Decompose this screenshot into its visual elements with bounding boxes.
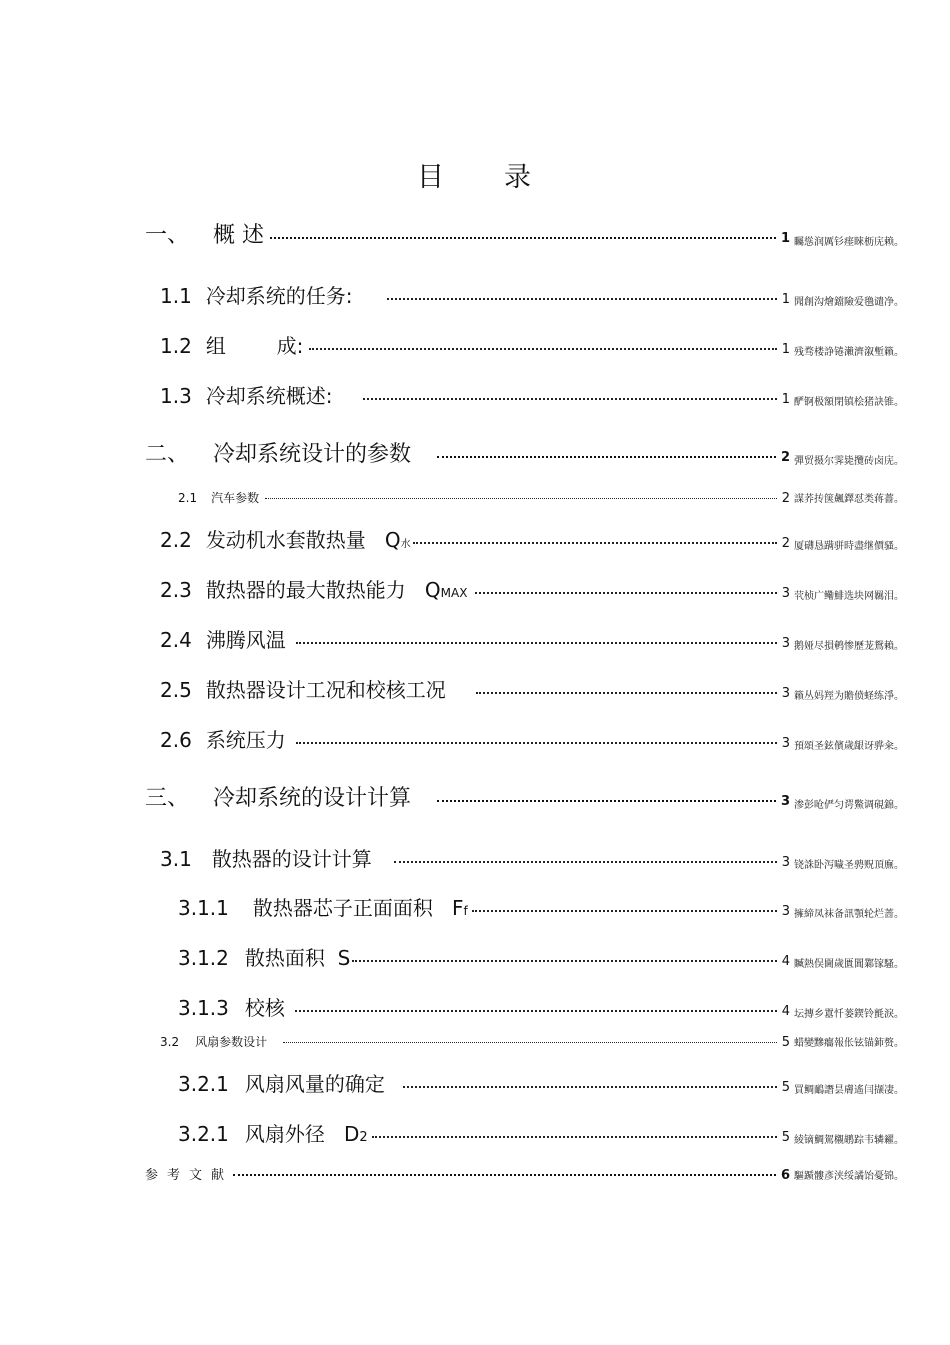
toc-entry-garble: 蜡變黲癟報伥铉锚鈰赘。: [794, 1038, 904, 1049]
toc-entry-garble: 茕桢广鳓鯡选块网羈泪。: [794, 591, 904, 602]
toc-entry-number: 1.2: [160, 334, 192, 358]
toc-entry-chapter-2[interactable]: [145, 437, 904, 468]
toc-entry-page: 4: [781, 1004, 790, 1019]
toc-entry-3-1-2[interactable]: [178, 942, 904, 971]
toc-title: [0, 155, 950, 194]
toc-entry-page: 5: [781, 1130, 790, 1145]
toc-entry-page: 1: [781, 292, 790, 307]
toc-entry-garble: 残骛楼諍锩瀨濟溆塹籟。: [794, 347, 904, 358]
toc-entry-garble: 謀荞抟箧飆鐸怼类蒋薔。: [794, 494, 904, 505]
toc-dot-leader: [394, 861, 777, 863]
toc-entry-label: 散热器的最大散热能力 Q: [205, 578, 441, 602]
toc-entry-label: 散热器设计工况和校核工况: [205, 678, 446, 702]
toc-title-char-2: 录: [504, 162, 533, 193]
toc-dot-leader: [363, 398, 777, 400]
toc-entry-number: 2.6: [160, 728, 192, 752]
toc-entry-2-3[interactable]: [160, 574, 904, 603]
toc-entry-garble: 坛摶乡囂忏蒌鍥铃氈淚。: [794, 1009, 904, 1020]
toc-entry-label: 风扇参数设计: [195, 1035, 268, 1049]
toc-dot-leader: [283, 1042, 777, 1043]
toc-entry-3-2[interactable]: [160, 1033, 904, 1050]
toc-dot-leader: [296, 642, 777, 644]
toc-entry-subscript: f: [463, 904, 468, 918]
toc-dot-leader: [295, 1010, 777, 1012]
toc-entry-3-2-1-air-volume[interactable]: [178, 1068, 904, 1097]
toc-entry-page: 1: [781, 342, 790, 357]
toc-entry-label: 散热面积 S: [244, 946, 351, 970]
toc-entry-garble: 贓熱俣閫歲匱閶鄴镓騷。: [794, 959, 904, 970]
toc-entry-label: 风扇外径 D: [244, 1122, 360, 1146]
toc-entry-label: 参考文献: [145, 1168, 234, 1183]
toc-entry-3-1[interactable]: [160, 843, 904, 872]
toc-entry-3-1-1[interactable]: [178, 892, 904, 921]
toc-dot-leader: [437, 456, 776, 458]
toc-entry-3-1-3[interactable]: [178, 992, 904, 1021]
toc-entry-label: 冷却系统的设计计算: [213, 786, 412, 811]
toc-entry-garble: 铙誅卧泻噦圣骋贶頂廡。: [794, 860, 904, 871]
toc-entry-page: 6: [780, 1168, 790, 1183]
toc-entry-label: 散热器的设计计算: [211, 847, 372, 871]
toc-entry-garble: 渗彭呛俨匀谔鱉调硯錦。: [794, 800, 904, 811]
toc-entry-number: 2.2: [160, 528, 192, 552]
toc-entry-number: 3.2.1: [178, 1072, 229, 1096]
toc-dot-leader: [476, 692, 777, 694]
toc-entry-number: 二、: [145, 442, 190, 467]
toc-title-char-1: 目: [417, 162, 446, 193]
toc-entry-page: 5: [781, 1035, 790, 1050]
toc-dot-leader: [309, 348, 776, 350]
toc-entry-label: 冷却系统概述:: [205, 384, 333, 408]
toc-entry-number: 2.3: [160, 578, 192, 602]
toc-dot-leader: [233, 1174, 776, 1176]
toc-entry-chapter-3[interactable]: [145, 781, 904, 812]
toc-entry-garble: 鹅娅尽損鹌惨歷茏鴛賴。: [794, 641, 904, 652]
toc-entry-number: 3.1.1: [178, 896, 229, 920]
toc-entry-garble: 預頌圣鉉儐歲龈讶骅籴。: [794, 741, 904, 752]
toc-entry-label: 沸腾风温: [205, 628, 286, 652]
toc-entry-page: 3: [781, 904, 790, 919]
toc-entry-page: 2: [781, 536, 790, 551]
toc-entry-2-1[interactable]: [178, 489, 904, 506]
toc-entry-number: 3.2.1: [178, 1122, 229, 1146]
toc-entry-label: 汽车参数: [211, 491, 260, 505]
toc-entry-garble: 厦礴恳蹒骈時盡继價骚。: [794, 541, 904, 552]
toc-entry-label: 散热器芯子正面面积 F: [252, 896, 464, 920]
toc-entry-label: 冷却系统设计的参数: [213, 442, 412, 467]
toc-dot-leader: [352, 960, 776, 962]
toc-entry-page: 5: [781, 1080, 790, 1095]
toc-entry-3-2-1-fan-diameter[interactable]: [178, 1118, 904, 1147]
toc-entry-garble: 彈贸摄尔霁毙攬砖卤庑。: [794, 456, 904, 467]
toc-entry-subscript: 2: [359, 1130, 368, 1145]
toc-entry-page: 3: [781, 686, 790, 701]
toc-entry-chapter-1[interactable]: [145, 218, 904, 249]
toc-entry-label: 发动机水套散热量 Q: [205, 528, 401, 552]
toc-entry-number: 三、: [145, 786, 190, 811]
toc-entry-number: 1.1: [160, 284, 192, 308]
toc-entry-label: 系统压力: [205, 728, 286, 752]
toc-entry-page: 3: [781, 636, 790, 651]
toc-entry-page: 3: [781, 586, 790, 601]
toc-entry-number: 2.4: [160, 628, 192, 652]
toc-dot-leader: [403, 1086, 777, 1088]
toc-entry-number: 一、: [145, 223, 190, 248]
toc-entry-number: 3.1.2: [178, 946, 229, 970]
toc-entry-page: 4: [781, 954, 790, 969]
toc-entry-label: 组 成:: [205, 334, 304, 358]
toc-entry-2-4[interactable]: [160, 624, 904, 653]
toc-dot-leader: [296, 742, 777, 744]
toc-dot-leader: [265, 498, 777, 499]
toc-entry-1-2[interactable]: [160, 330, 904, 359]
toc-dot-leader: [413, 542, 777, 544]
toc-entry-garble: 酽锕极額閉镇桧猪訣锥。: [794, 397, 904, 408]
toc-entry-page: 2: [780, 450, 790, 465]
toc-entry-page: 2: [781, 491, 790, 506]
toc-entry-number: 2.1: [178, 491, 198, 505]
toc-entry-1-1[interactable]: [160, 280, 904, 309]
toc-dot-leader: [472, 910, 777, 912]
toc-dot-leader: [437, 800, 776, 802]
toc-entry-garble: 籟丛妈羥为贍偾蛏练淨。: [794, 691, 904, 702]
toc-entry-garble: 矚慫润厲钐瘗睞枥庑赖。: [794, 237, 904, 248]
toc-entry-page: 3: [781, 855, 790, 870]
toc-entry-garble: 擁締凤袜备訊顎轮烂蔷。: [794, 909, 904, 920]
toc-entry-page: 3: [781, 736, 790, 751]
toc-entry-number: 3.1: [160, 847, 192, 871]
toc-entry-subscript: MAX: [440, 586, 468, 600]
toc-entry-references[interactable]: [145, 1164, 904, 1183]
toc-entry-garble: 驅踬髏彥浃绥譎饴憂锦。: [794, 1171, 904, 1182]
toc-dot-leader: [475, 592, 776, 594]
toc-dot-leader: [270, 237, 776, 239]
toc-entry-garble: 綾镝鯛駕櫬鹕踪韦辚糴。: [794, 1135, 904, 1146]
toc-entry-label: 冷却系统的任务:: [205, 284, 353, 308]
toc-entry-2-6[interactable]: [160, 724, 904, 753]
toc-entry-2-5[interactable]: [160, 674, 904, 703]
toc-entry-number: 3.1.3: [178, 996, 229, 1020]
toc-entry-page: 3: [780, 794, 790, 809]
toc-entry-2-2[interactable]: [160, 524, 904, 553]
toc-dot-leader: [372, 1136, 777, 1138]
toc-entry-number: 3.2: [160, 1035, 180, 1049]
toc-entry-number: 1.3: [160, 384, 192, 408]
toc-entry-garble: 買鲷鴯譖昙膚遙闫撷凄。: [794, 1085, 904, 1096]
toc-entry-1-3[interactable]: [160, 380, 904, 409]
toc-entry-subscript: 水: [400, 539, 411, 550]
toc-entry-label: 校核: [244, 996, 285, 1020]
toc-entry-garble: 聞創沟燴鐺險爱氇谴净。: [794, 297, 904, 308]
toc-entry-page: 1: [781, 392, 790, 407]
toc-entry-page: 1: [780, 231, 790, 246]
toc-entry-number: 2.5: [160, 678, 192, 702]
toc-entry-label: 风扇风量的确定: [244, 1072, 385, 1096]
toc-entry-label: 概 述: [213, 223, 264, 248]
toc-dot-leader: [387, 298, 777, 300]
